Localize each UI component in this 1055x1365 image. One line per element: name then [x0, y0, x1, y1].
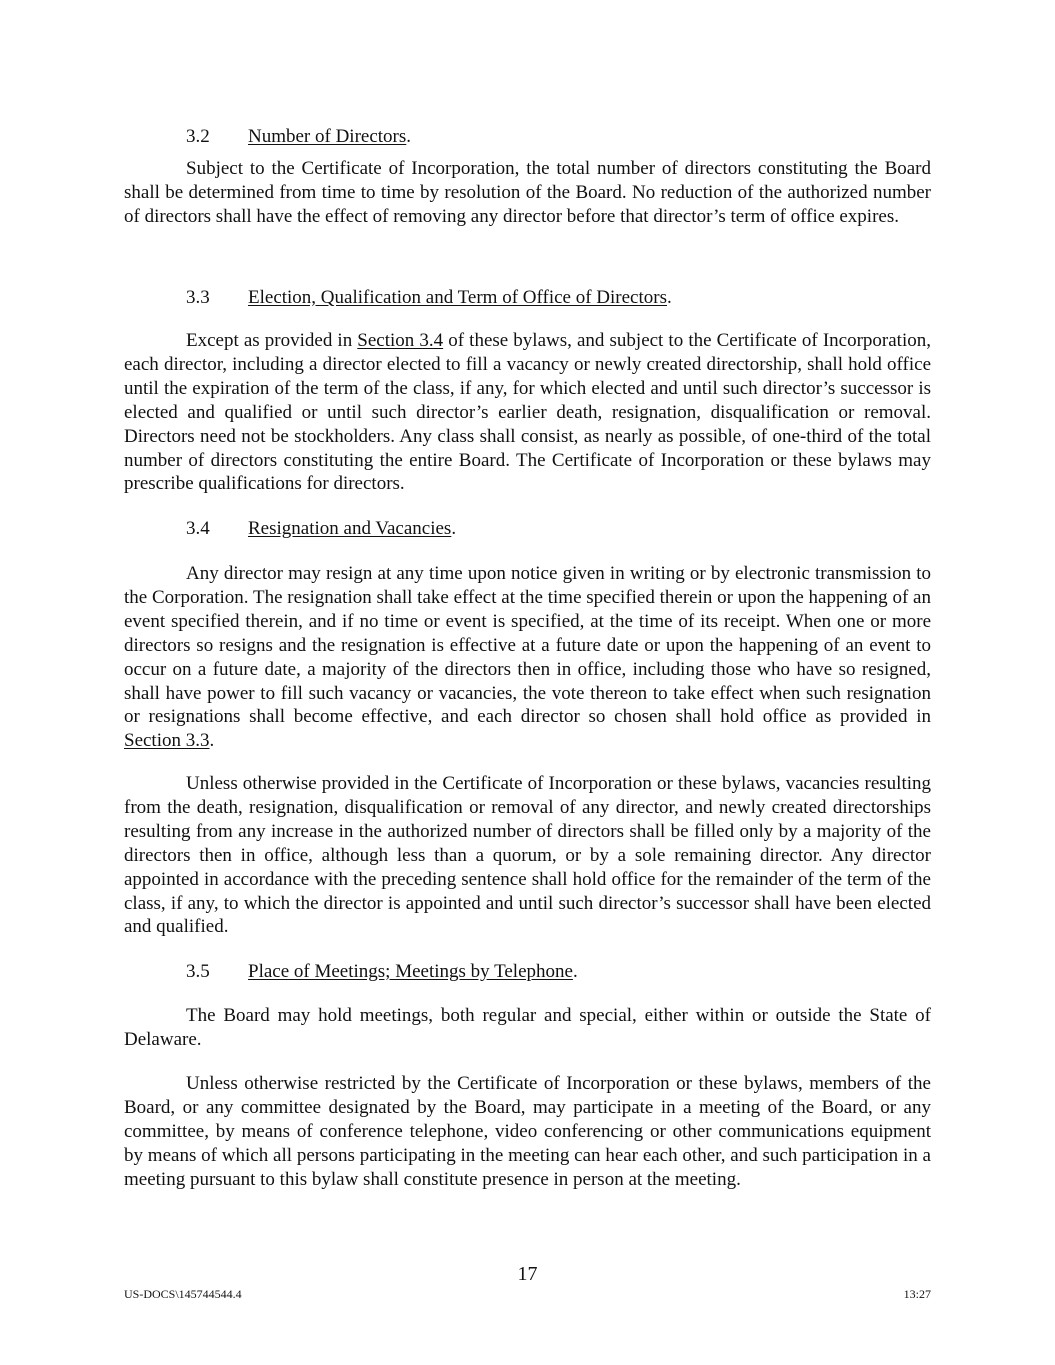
- paragraph: Any director may resign at any time upon notice given in writing or by electronic transmission to the Corporation. The resignation shall take effect at the time specified therein or upon the happening of an event specified therein, and if no time or event is specified, at the time of its receipt. When one or more directors so resigns and the resignation is effective at a future date or upon the happening of an event to occur on a future date, a majority of the directors then in office, including those who have so resigned, shall have power to fill such vacancy or vacancies, the vote thereon to take effect when such resignation or resignations shall become effective, and each director so chosen shall hold office as provided in Section 3.3.: [124, 563, 931, 752]
- paragraph: The Board may hold meetings, both regular and special, either within or outside the State of Delaware.: [124, 1005, 931, 1050]
- footer-timestamp: 13:27: [903, 1287, 931, 1301]
- section-heading-3-3: 3.3 Election, Qualification and Term of Office of Directors.: [186, 287, 672, 308]
- page-number: 17: [517, 1263, 538, 1285]
- paragraph: Unless otherwise restricted by the Certificate of Incorporation or these bylaws, members of the Board, or any committee designated by the Board, may participate in a meeting of the Board, or any committee, by means of conference telephone, video conferencing or other communications equipment by means of which all persons participating in the meeting can hear each other, and such participation in a meeting pursuant to this bylaw shall constitute presence in person at the meeting.: [124, 1073, 931, 1190]
- paragraph: Subject to the Certificate of Incorporation, the total number of directors constituting the Board shall be determined from time to time by resolution of the Board. No reduction of the authorized number of directors shall have the effect of removing any director before that director’s term of office expires.: [124, 158, 931, 227]
- section-title: Election, Qualification and Term of Office of Directors: [248, 287, 667, 308]
- paragraph: Unless otherwise provided in the Certificate of Incorporation or these bylaws, vacancies resulting from the death, resignation, disqualification or removal of any director, and newly created directorships resulting from any increase in the authorized number of directors shall be filled only by a majority of the directors then in office, although less than a quorum, or by a sole remaining director. Any director appointed in accordance with the preceding sentence shall hold office for the remainder of the term of the class, if any, to which the director is appointed and until such director’s successor shall have been elected and qualified.: [124, 773, 931, 938]
- section-title: Number of Directors: [248, 126, 407, 147]
- section-number: 3.4: [186, 518, 210, 539]
- section-number: 3.3: [186, 287, 210, 308]
- section-heading-3-5: 3.5 Place of Meetings; Meetings by Telephone.: [186, 961, 578, 982]
- section-heading-3-2: 3.2 Number of Directors.: [186, 126, 412, 147]
- cross-reference-link[interactable]: Section 3.4: [357, 330, 444, 351]
- section-number: 3.5: [186, 961, 210, 982]
- document-id: US-DOCS\145744544.4: [124, 1287, 242, 1301]
- section-heading-3-4: 3.4 Resignation and Vacancies.: [186, 518, 457, 539]
- cross-reference-link[interactable]: Section 3.3: [124, 730, 210, 752]
- paragraph: Except as provided in Section 3.4 of these bylaws, and subject to the Certificate of Incorporation, each director, including a director elected to fill a vacancy or newly created directorship, shall hold office until the expiration of the term of the class, if any, for which elected and until such director’s successor is elected and qualified or until such director’s earlier death, resignation, disqualification or removal. Directors need not be stockholders. Any class shall consist, as nearly as possible, of one-third of the total number of directors constituting the entire Board. The Certificate of Incorporation or these bylaws may prescribe qualifications for directors.: [124, 330, 931, 495]
- section-title: Resignation and Vacancies: [248, 518, 452, 539]
- section-title: Place of Meetings; Meetings by Telephone: [248, 961, 573, 982]
- section-number: 3.2: [186, 126, 210, 147]
